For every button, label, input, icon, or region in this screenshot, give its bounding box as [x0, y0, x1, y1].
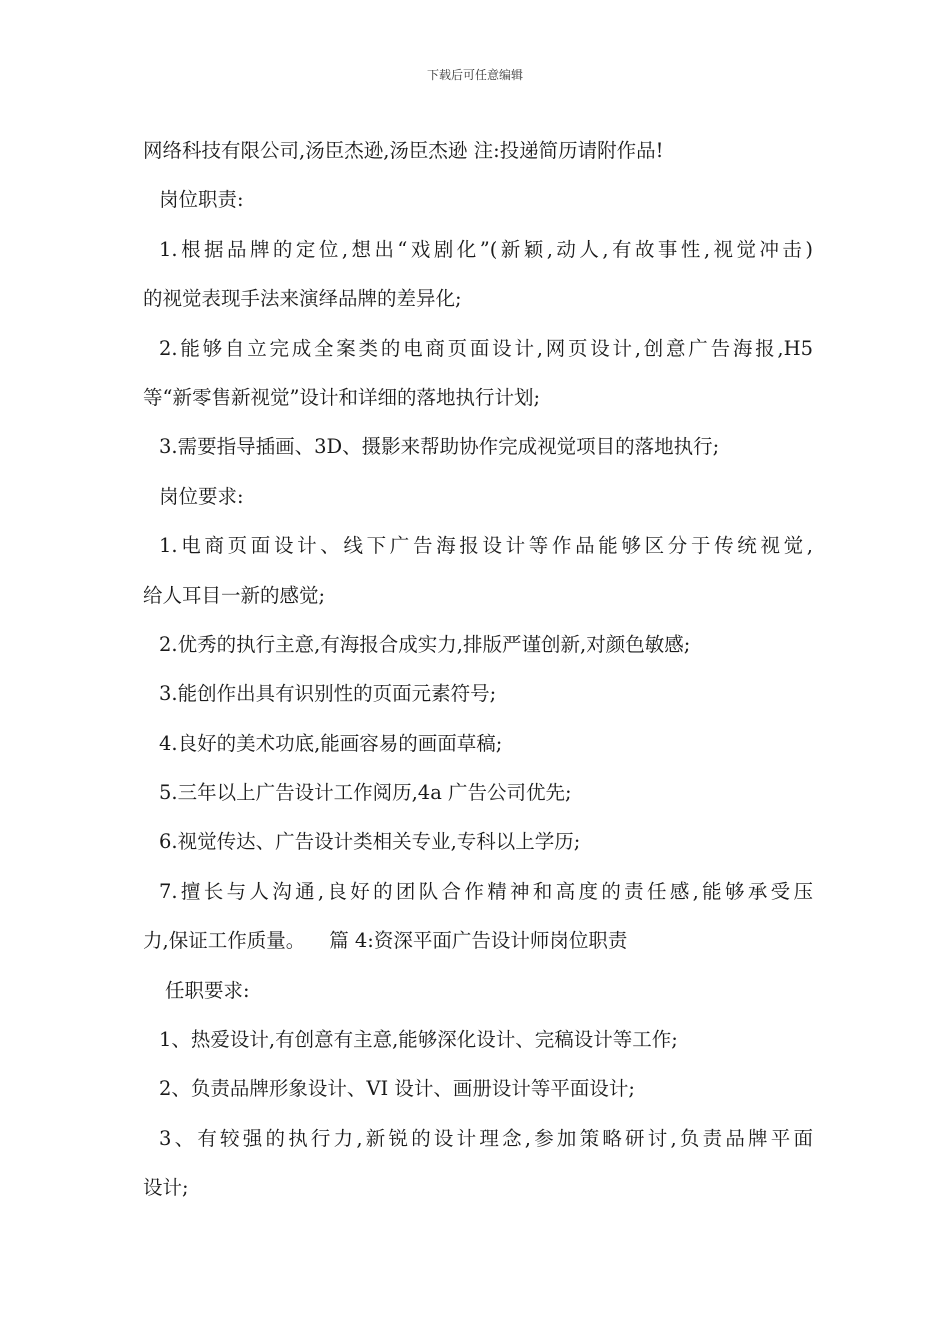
document-body [143, 126, 813, 1213]
list-item: 3.需要指导插画、3D、摄影来帮助协作完成视觉项目的落地执行; [159, 435, 720, 459]
section-heading: 岗位职责: [159, 188, 244, 212]
text-line [143, 916, 813, 965]
list-item: 6.视觉传达、广告设计类相关专业,专科以上学历; [159, 830, 581, 854]
list-item: 1.电商页面设计、线下广告海报设计等作品能够区分于传统视觉, [159, 534, 813, 558]
list-item: 2、负责品牌形象设计、VI 设计、画册设计等平面设计; [159, 1077, 635, 1101]
list-item: 3.能创作出具有识别性的页面元素符号; [159, 682, 497, 706]
list-item: 7.擅长与人沟通,良好的团队合作精神和高度的责任感,能够承受压 [159, 879, 813, 903]
text-line: 给人耳目一新的感觉; [143, 583, 326, 607]
page-header: 下载后可任意编辑 [426, 68, 523, 82]
text-line-start: 力,保证工作质量。 [143, 929, 306, 953]
text-line: 的视觉表现手法来演绎品牌的差异化; [143, 287, 462, 311]
list-item: 1、热爱设计,有创意有主意,能够深化设计、完稿设计等工作; [159, 1028, 678, 1052]
text-line: 网络科技有限公司,汤臣杰逊,汤臣杰逊 注:投递简历请附作品! [143, 139, 664, 162]
list-item: 4.良好的美术功底,能画容易的画面草稿; [159, 731, 503, 755]
list-item: 1.根据品牌的定位,想出“戏剧化”(新颖,动人,有故事性,视觉冲击) [159, 237, 813, 261]
section-heading: 岗位要求: [159, 484, 244, 508]
text-line: 等“新零售新视觉”设计和详细的落地执行计划; [143, 385, 541, 409]
text-line: 设计; [143, 1176, 189, 1200]
list-item: 3、有较强的执行力,新锐的设计理念,参加策略研讨,负责品牌平面 [159, 1126, 813, 1150]
section-heading: 任职要求: [165, 978, 250, 1002]
list-item: 2.优秀的执行主意,有海报合成实力,排版严谨创新,对颜色敏感; [159, 632, 691, 656]
list-item: 5.三年以上广告设计工作阅历,4a 广告公司优先; [159, 781, 572, 805]
section-title: 篇 4:资深平面广告设计师岗位职责 [329, 929, 628, 953]
list-item: 2.能够自立完成全案类的电商页面设计,网页设计,创意广告海报,H5 [159, 336, 813, 360]
